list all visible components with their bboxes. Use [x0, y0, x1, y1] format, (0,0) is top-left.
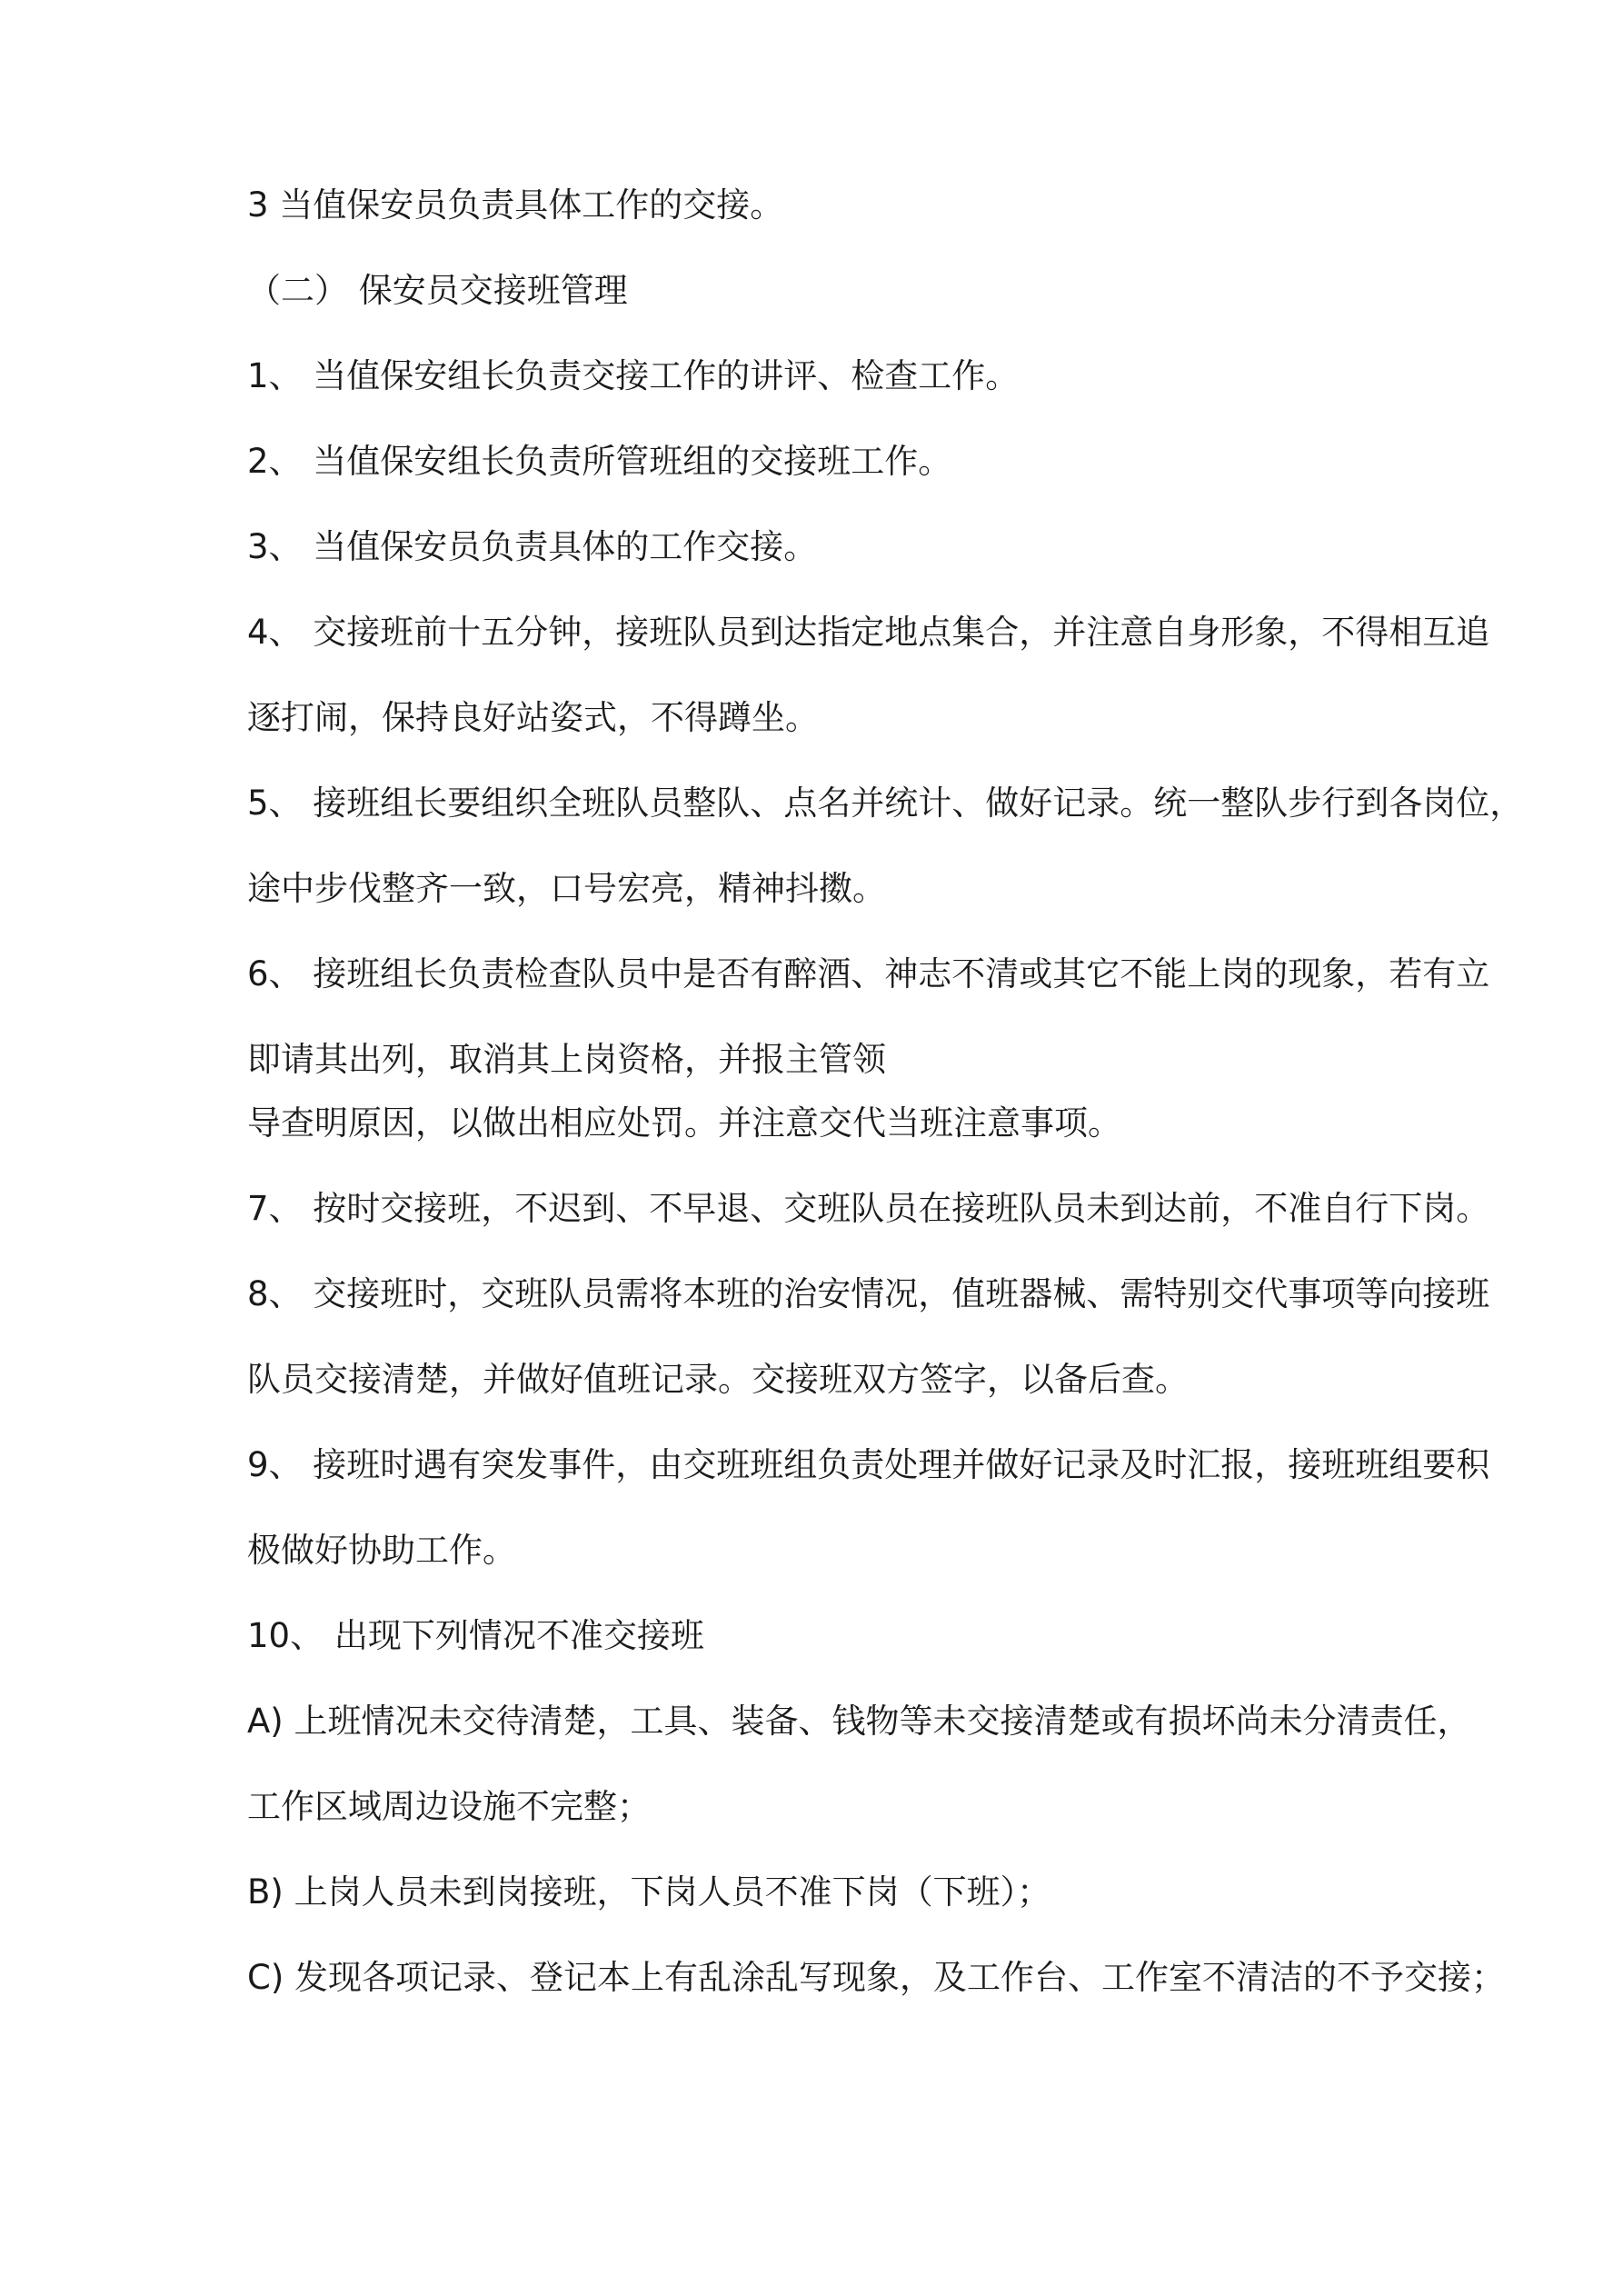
text-line: 途中步伐整齐一致，口号宏亮，精神抖擞。 — [247, 869, 886, 908]
text-line: 3 当值保安员负责具体工作的交接。 — [247, 185, 784, 225]
text-line: 1、 当值保安组长负责交接工作的讲评、检查工作。 — [247, 356, 1020, 395]
document-body — [247, 178, 1524, 2036]
text-line: 逐打闹，保持良好站姿式，不得蹲坐。 — [247, 698, 819, 737]
text-line: 极做好协助工作。 — [247, 1531, 516, 1570]
text-line: B) 上岗人员未到岗接班，下岗人员不准下岗（下班）； — [247, 1872, 1051, 1912]
text-line: 9、 接班时遇有突发事件，由交班班组负责处理并做好记录及时汇报，接班班组要积 — [247, 1445, 1490, 1484]
text-line: 即请其出列，取消其上岗资格，并报主管领 — [247, 1040, 886, 1079]
text-line: 导查明原因，以做出相应处罚。并注意交代当班注意事项。 — [247, 1103, 1121, 1143]
section-heading: （二） 保安员交接班管理 — [247, 271, 628, 310]
text-line: 工作区域周边设施不完整； — [247, 1787, 651, 1826]
text-line: 队员交接清楚，并做好值班记录。交接班双方签字，以备后查。 — [247, 1360, 1189, 1399]
text-line: 4、 交接班前十五分钟，接班队员到达指定地点集合，并注意自身形象，不得相互追 — [247, 613, 1490, 652]
text-line: A) 上班情况未交待清楚，工具、装备、钱物等未交接清楚或有损坏尚未分清责任， — [247, 1702, 1471, 1741]
text-line: 2、 当值保安组长负责所管班组的交接班工作。 — [247, 442, 952, 481]
text-line: 10、 出现下列情况不准交接班 — [247, 1616, 704, 1655]
text-line: C) 发现各项记录、登记本上有乱涂乱写现象，及工作台、工作室不清洁的不予交接； — [247, 1958, 1506, 1997]
text-line: 7、 按时交接班，不迟到、不早退、交班队员在接班队员未到达前，不准自行下岗。 — [247, 1189, 1490, 1228]
text-line: 6、 接班组长负责检查队员中是否有醉酒、神志不清或其它不能上岗的现象，若有立 — [247, 954, 1490, 993]
text-line: 5、 接班组长要组织全班队员整队、点名并统计、做好记录。统一整队步行到各岗位， — [247, 784, 1524, 823]
text-line: 3、 当值保安员负责具体的工作交接。 — [247, 527, 818, 566]
text-line: 8、 交接班时，交班队员需将本班的治安情况，值班器械、需特别交代事项等向接班 — [247, 1274, 1490, 1313]
